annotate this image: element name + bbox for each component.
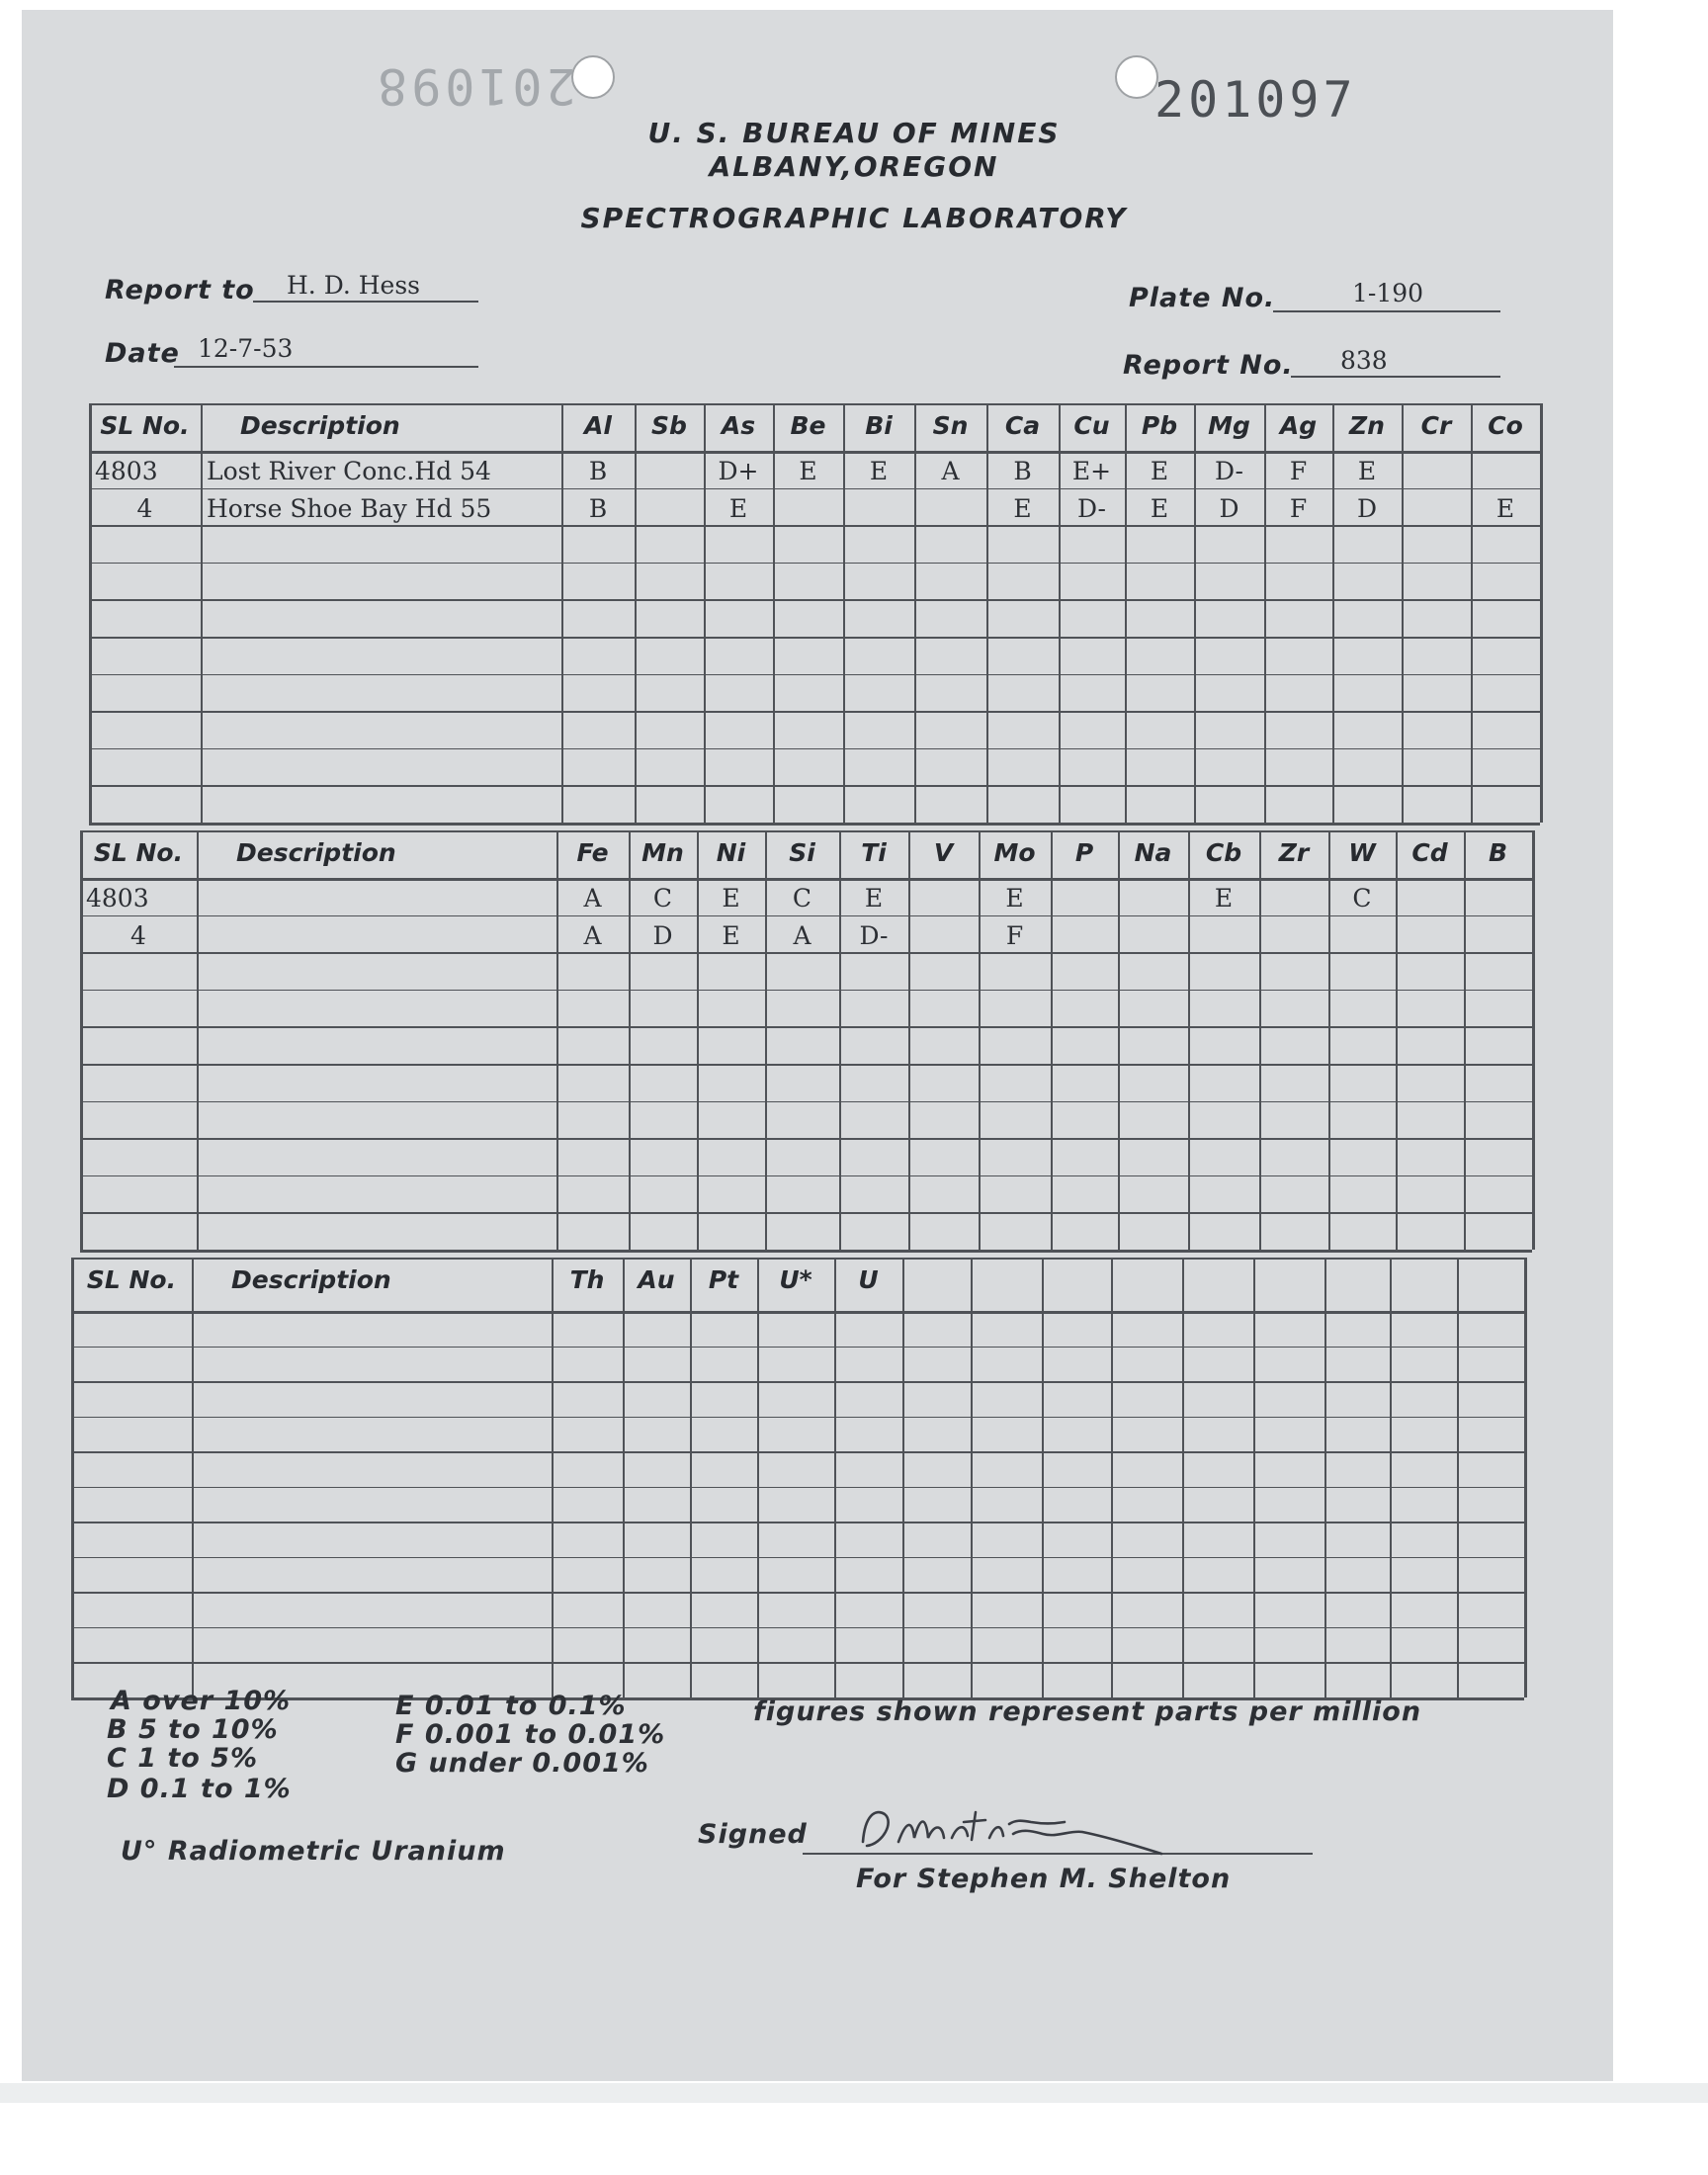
punch-hole-left [571,55,615,99]
rule-horizontal [80,830,1532,832]
table3-header-4: Pt [708,1265,739,1294]
rule-vertical [552,1258,554,1697]
rule-horizontal [71,1311,1524,1314]
agency-location: ALBANY,OREGON [709,150,999,183]
rule-horizontal [89,637,1540,639]
rule-horizontal [89,403,1540,405]
scan-edge [0,2083,1708,2103]
table2-cell-r0-c4: E [722,884,740,913]
table1-header-0: SL No. [100,411,190,440]
rule-horizontal [80,1101,1532,1103]
rule-vertical [1532,830,1535,1250]
rule-vertical [690,1258,692,1697]
table2-header-9: P [1074,838,1094,867]
table1-cell-r0-c11: D- [1215,457,1243,485]
signed-label: Signed [698,1819,808,1850]
rule-horizontal [89,823,1540,826]
table2-header-13: W [1348,838,1376,867]
date-value: 12-7-53 [198,334,294,363]
rule-horizontal [71,1627,1524,1629]
table1-cell-r1-c13: D [1356,493,1378,523]
rule-horizontal [80,1026,1532,1028]
rule-horizontal [71,1522,1524,1523]
table2-header-6: Ti [861,838,887,867]
rule-horizontal [71,1487,1524,1489]
uranium-note: U° Radiometric Uranium [121,1836,506,1867]
table2-cell-r0-c3: C [652,884,673,913]
table3-header-2: Th [569,1265,605,1294]
table1-header-2: Al [584,411,612,440]
table1-cell-r0-c8: B [1013,457,1032,485]
legend-g: G under 0.001% [395,1748,649,1779]
rule-vertical [1118,830,1120,1250]
rule-vertical [834,1258,836,1697]
table1-header-12: Ag [1279,411,1318,440]
rule-horizontal [80,1212,1532,1214]
table2-cell-r0-c6: E [864,884,884,913]
lab-title: SPECTROGRAPHIC LABORATORY [580,202,1128,234]
table2-header-4: Ni [716,838,746,867]
table2-header-0: SL No. [93,838,184,867]
table1-cell-r1-c10: E [1150,493,1169,523]
rule-vertical [71,1258,74,1697]
plate-no-label: Plate No. [1129,283,1276,313]
legend-d: D 0.1 to 1% [107,1774,292,1804]
table2-cell-r1-c3: D [652,920,673,950]
table2-cell-r0-c2: A [583,884,602,913]
rule-vertical [1182,1258,1184,1697]
table1-header-10: Pb [1141,411,1178,440]
table1-cell-r0-c7: A [941,457,960,485]
rule-horizontal [71,1347,1524,1348]
plate-no-value: 1-190 [1352,279,1424,307]
table2-cell-r1-c0: 4 [130,920,146,950]
table3-header-5: U* [779,1265,812,1294]
table1-cell-r0-c4: D+ [718,457,759,485]
rule-vertical [1540,403,1543,823]
rule-horizontal [89,748,1540,750]
rule-horizontal [80,1138,1532,1140]
rule-horizontal [89,525,1540,527]
plate-no-underline [1273,310,1500,312]
table1-cell-r1-c1: Horse Shoe Bay Hd 55 [207,493,492,523]
agency-title: U. S. BUREAU OF MINES [647,117,1061,149]
rule-horizontal [80,1175,1532,1177]
table1-header-9: Cu [1073,411,1110,440]
table1-cell-r0-c5: E [799,457,817,485]
rule-vertical [1524,1258,1527,1697]
rule-vertical [1324,1258,1326,1697]
rule-horizontal [89,711,1540,713]
rule-horizontal [71,1662,1524,1664]
rule-vertical [623,1258,625,1697]
rule-horizontal [80,1250,1532,1253]
rule-vertical [1042,1258,1044,1697]
table1-cell-r1-c11: D [1219,493,1239,523]
table2-header-11: Cb [1205,838,1242,867]
table2-cell-r1-c4: E [722,920,740,950]
table2-header-12: Zr [1278,838,1310,867]
table2-header-1: Description [236,838,396,867]
table1-cell-r0-c6: E [869,457,889,485]
rule-vertical [1253,1258,1255,1697]
report-sheet [22,10,1613,2081]
table1-header-8: Ca [1004,411,1041,440]
report-to-underline [253,301,478,303]
rule-vertical [1259,830,1261,1250]
table2-header-8: Mo [993,838,1036,867]
table1-cell-r0-c2: B [588,457,608,485]
rule-horizontal [89,674,1540,676]
rule-vertical [192,1258,194,1697]
table1-cell-r1-c2: B [588,493,608,523]
table2-cell-r0-c8: E [1005,884,1024,913]
table2-header-3: Mn [641,838,684,867]
table3-header-6: U [858,1265,879,1294]
rule-vertical [1471,403,1473,823]
table1-header-1: Description [240,411,400,440]
table1-cell-r0-c12: F [1289,457,1308,485]
rule-vertical [1396,830,1398,1250]
table3-header-3: Au [638,1265,675,1294]
table1-header-15: Co [1488,411,1523,440]
report-no-value: 838 [1340,346,1388,375]
table1-cell-r0-c1: Lost River Conc.Hd 54 [207,457,491,485]
ppm-note: figures shown represent parts per million [753,1696,1422,1727]
table3-header-0: SL No. [86,1265,177,1294]
table1-cell-r0-c9: E+ [1071,457,1112,485]
rule-horizontal [71,1557,1524,1559]
rule-horizontal [71,1451,1524,1453]
rule-vertical [1051,830,1053,1250]
rule-vertical [908,830,910,1250]
table2-header-2: Fe [576,838,609,867]
report-to-value: H. D. Hess [287,271,420,300]
table1-cell-r1-c15: E [1495,493,1515,523]
rule-horizontal [71,1592,1524,1594]
table2-cell-r1-c6: D- [859,920,889,950]
rule-horizontal [89,599,1540,601]
table2-cell-r0-c5: C [792,884,812,913]
table1-cell-r0-c10: E [1150,457,1169,485]
rule-horizontal [80,990,1532,992]
table1-cell-r0-c13: E [1357,457,1377,485]
table1-header-7: Sn [932,411,969,440]
table2-header-10: Na [1134,838,1172,867]
rule-horizontal [71,1417,1524,1419]
table1-cell-r0-c0: 4803 [95,457,158,485]
rule-horizontal [80,952,1532,954]
rule-vertical [1457,1258,1459,1697]
table2-header-5: Si [789,838,815,867]
rule-vertical [1111,1258,1113,1697]
table1-header-14: Cr [1420,411,1452,440]
table1-cell-r1-c4: E [728,493,748,523]
legend-e: E 0.01 to 0.1% [395,1691,627,1721]
rule-horizontal [89,451,1540,454]
report-no-label: Report No. [1123,350,1294,381]
serial-stamp: 201097 [1154,71,1357,129]
rule-horizontal [71,1381,1524,1383]
table1-header-6: Bi [865,411,893,440]
table1-header-3: Sb [651,411,687,440]
table2-cell-r1-c8: F [1005,920,1024,950]
table2-header-7: V [933,838,954,867]
table1-cell-r1-c12: F [1289,493,1308,523]
rule-horizontal [80,915,1532,917]
legend-f: F 0.001 to 0.01% [395,1719,666,1750]
table2-cell-r0-c0: 4803 [86,884,149,913]
table3-header-1: Description [231,1265,391,1294]
rule-vertical [1402,403,1404,823]
table1-header-5: Be [790,411,826,440]
date-underline [174,366,478,368]
table1-header-13: Zn [1349,411,1385,440]
rule-vertical [1464,830,1466,1250]
table1-cell-r1-c8: E [1013,493,1032,523]
handwritten-signature [855,1794,1181,1864]
report-to-label: Report to [105,275,255,305]
for-signatory: For Stephen M. Shelton [856,1864,1232,1894]
rule-horizontal [89,563,1540,565]
punch-hole-right [1115,55,1158,99]
table1-cell-r1-c0: 4 [136,493,153,523]
rule-vertical [1390,1258,1392,1697]
table2-header-15: B [1488,838,1508,867]
legend-c: C 1 to 5% [107,1743,259,1774]
ghost-serial-stamp: 201098 [374,57,576,115]
rule-horizontal [71,1258,1524,1260]
legend-b: B 5 to 10% [107,1714,279,1745]
table2-cell-r0-c13: C [1352,884,1372,913]
rule-horizontal [89,488,1540,490]
rule-horizontal [80,1064,1532,1066]
table1-header-4: As [721,411,756,440]
date-label: Date [105,338,180,369]
rule-vertical [971,1258,973,1697]
table2-cell-r1-c2: A [583,920,602,950]
rule-vertical [757,1258,759,1697]
table1-header-11: Mg [1208,411,1250,440]
legend-a: A over 10% [111,1686,292,1716]
table2-header-14: Cd [1411,838,1448,867]
report-no-underline [1291,376,1500,378]
table2-cell-r0-c11: E [1214,884,1234,913]
rule-vertical [902,1258,904,1697]
table1-cell-r1-c9: D- [1077,493,1106,523]
rule-horizontal [80,878,1532,881]
rule-vertical [635,403,637,823]
table2-cell-r1-c5: A [793,920,811,950]
rule-horizontal [89,785,1540,787]
